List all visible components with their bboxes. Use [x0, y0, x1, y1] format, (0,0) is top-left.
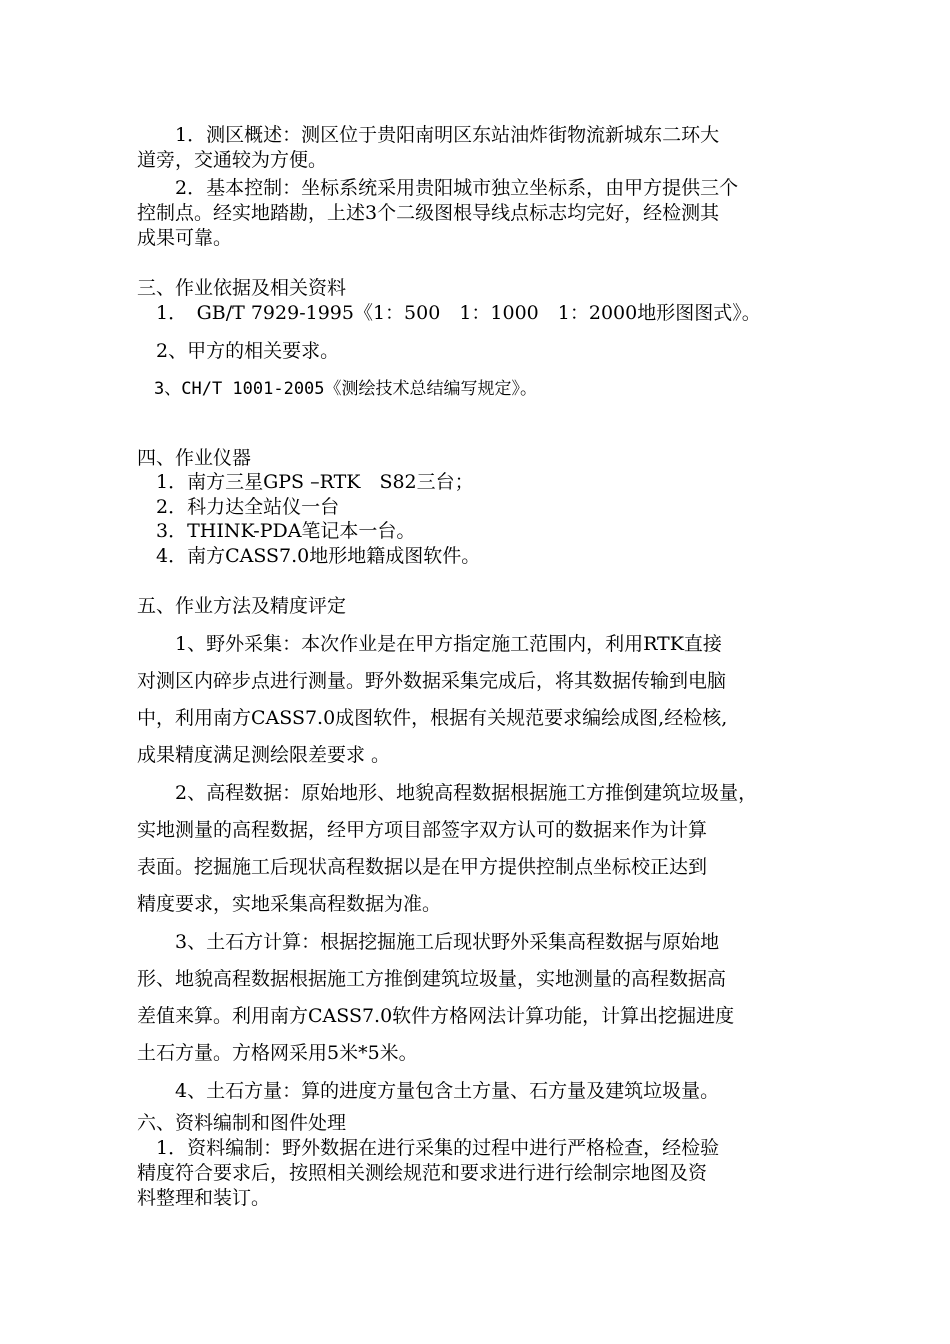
list-item: 2．科力达全站仪一台 — [137, 496, 340, 518]
list-item: 1． GB/T 7929-1995《1：500 1：1000 1：2000地形图图式》。 — [137, 302, 761, 324]
text-line: 实地测量的高程数据，经甲方项目部签字双方认可的数据来作为计算 — [137, 819, 708, 841]
text-line: 形、地貌高程数据根据施工方推倒建筑垃圾量，实地测量的高程数据高 — [137, 968, 727, 990]
text-line: 土石方量。方格网采用5米*5米。 — [137, 1042, 418, 1064]
text-line: 3、土石方计算：根据挖掘施工后现状野外采集高程数据与原始地 — [137, 931, 720, 953]
list-item: 3．THINK-PDA笔记本一台。 — [137, 520, 416, 542]
text-line: 4、土石方量：算的进度方量包含土方量、石方量及建筑垃圾量。 — [137, 1080, 720, 1102]
text-line: 表面。挖掘施工后现状高程数据以是在甲方提供控制点坐标校正达到 — [137, 856, 708, 878]
text-line: 2、高程数据：原始地形、地貌高程数据根据施工方推倒建筑垃圾量， — [137, 782, 758, 804]
list-item: 2、甲方的相关要求。 — [137, 340, 340, 362]
text-line: 1．资料编制：野外数据在进行采集的过程中进行严格检查，经检验 — [137, 1137, 720, 1159]
list-item: 1．南方三星GPS –RTK S82三台； — [137, 471, 474, 493]
text-line: 料整理和装订。 — [137, 1187, 271, 1209]
section-heading: 六、资料编制和图件处理 — [137, 1112, 347, 1134]
text-line: 成果精度满足测绘限差要求 。 — [137, 744, 391, 766]
text-line: 道旁，交通较为方便。 — [137, 149, 328, 171]
text-line: 中，利用南方CASS7.0成图软件，根据有关规范要求编绘成图,经检核, — [137, 707, 728, 729]
text-line: 控制点。经实地踏勘，上述3个二级图根导线点标志均完好，经检测其 — [137, 202, 720, 224]
text-line: 1、野外采集：本次作业是在甲方指定施工范围内，利用RTK直接 — [137, 633, 722, 655]
text-line: 1．测区概述：测区位于贵阳南明区东站油炸街物流新城东二环大 — [137, 124, 720, 146]
text-line: 精度要求，实地采集高程数据为准。 — [137, 893, 442, 915]
text-line: 对测区内碎步点进行测量。野外数据采集完成后，将其数据传输到电脑 — [137, 670, 727, 692]
list-item: 4．南方CASS7.0地形地籍成图软件。 — [137, 545, 481, 567]
list-item: 3、CH/T 1001-2005《测绘技术总结编写规定》。 — [137, 379, 538, 399]
section-heading: 五、作业方法及精度评定 — [137, 595, 347, 617]
section-heading: 三、作业依据及相关资料 — [137, 277, 347, 299]
text-line: 成果可靠。 — [137, 227, 233, 249]
section-heading: 四、作业仪器 — [137, 447, 252, 469]
text-line: 精度符合要求后，按照相关测绘规范和要求进行进行绘制宗地图及资 — [137, 1162, 708, 1184]
text-line: 2．基本控制：坐标系统采用贵阳城市独立坐标系，由甲方提供三个 — [137, 177, 739, 199]
text-line: 差值来算。利用南方CASS7.0软件方格网法计算功能，计算出挖掘进度 — [137, 1005, 735, 1027]
